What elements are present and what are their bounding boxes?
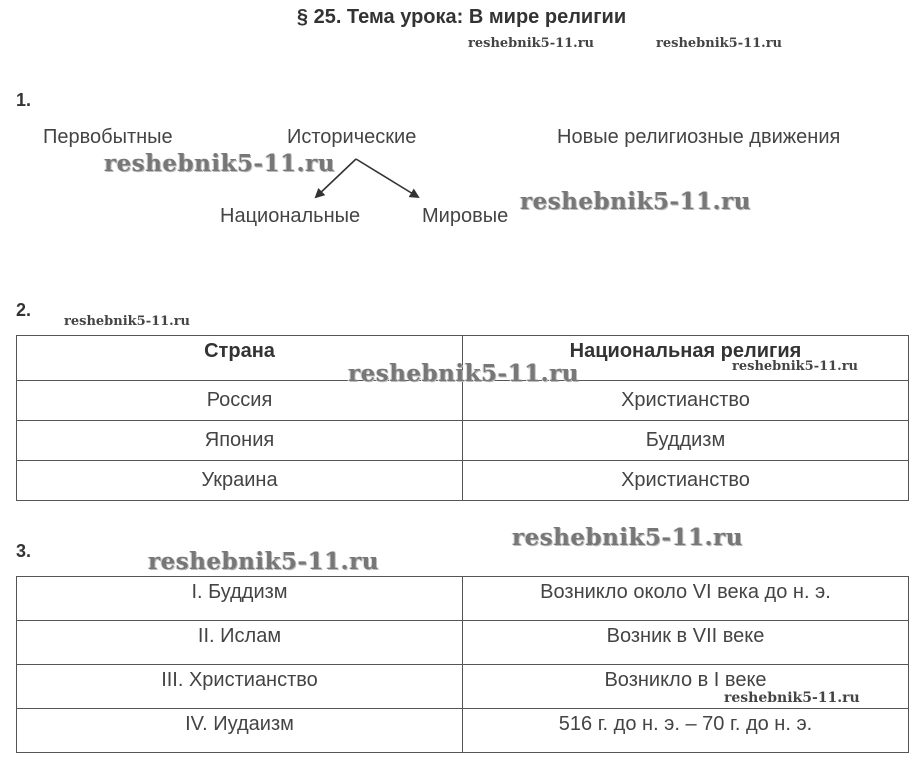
world-religions-table [16,576,909,753]
cell-origin: Возник в VII веке [463,621,909,665]
cell-religion: Христианство [463,461,909,501]
table-row [17,421,909,461]
term-historical: Исторические [287,126,417,148]
watermark: reshebnik5-11.ru [348,360,579,387]
cell-religion: Христианство [463,381,909,421]
header-country: Страна [17,336,463,381]
watermark: reshebnik5-11.ru [64,314,191,329]
table-row [17,577,909,621]
header-national-religion: Национальная религия [463,336,909,381]
cell-origin: 516 г. до н. э. – 70 г. до н. э. [463,709,909,753]
watermark: reshebnik5-11.ru [148,548,379,575]
cell-country: Украина [17,461,463,501]
table-row [17,709,909,753]
cell-religion: Буддизм [463,421,909,461]
section-3-number: 3. [16,541,32,561]
watermark: reshebnik5-11.ru [512,524,743,551]
watermark: reshebnik5-11.ru [732,359,859,374]
cell-country: Россия [17,381,463,421]
arrow-to-world [356,159,418,197]
watermark: reshebnik5-11.ru [656,36,783,51]
watermark: reshebnik5-11.ru [520,188,751,215]
term-new-movements: Новые религиозные движения [557,126,841,148]
cell-religion-name: II. Ислам [17,621,463,665]
cell-religion-name: I. Буддизм [17,577,463,621]
cell-origin: Возникло около VI века до н. э. [463,577,909,621]
term-primitive: Первобытные [43,126,173,148]
section-2-number: 2. [16,300,32,320]
section-1-number: 1. [16,90,32,110]
table-row [17,621,909,665]
term-national: Национальные [220,205,361,227]
watermark: reshebnik5-11.ru [724,690,860,706]
page-title: § 25. Тема урока: В мире религии [296,6,627,28]
table-row [17,461,909,501]
cell-origin: Возникло в I веке [463,665,909,709]
watermark: reshebnik5-11.ru [104,150,335,177]
cell-religion-name: III. Христианство [17,665,463,709]
cell-country: Япония [17,421,463,461]
term-world: Мировые [422,205,509,227]
watermark: reshebnik5-11.ru [468,36,595,51]
cell-religion-name: IV. Иудаизм [17,709,463,753]
